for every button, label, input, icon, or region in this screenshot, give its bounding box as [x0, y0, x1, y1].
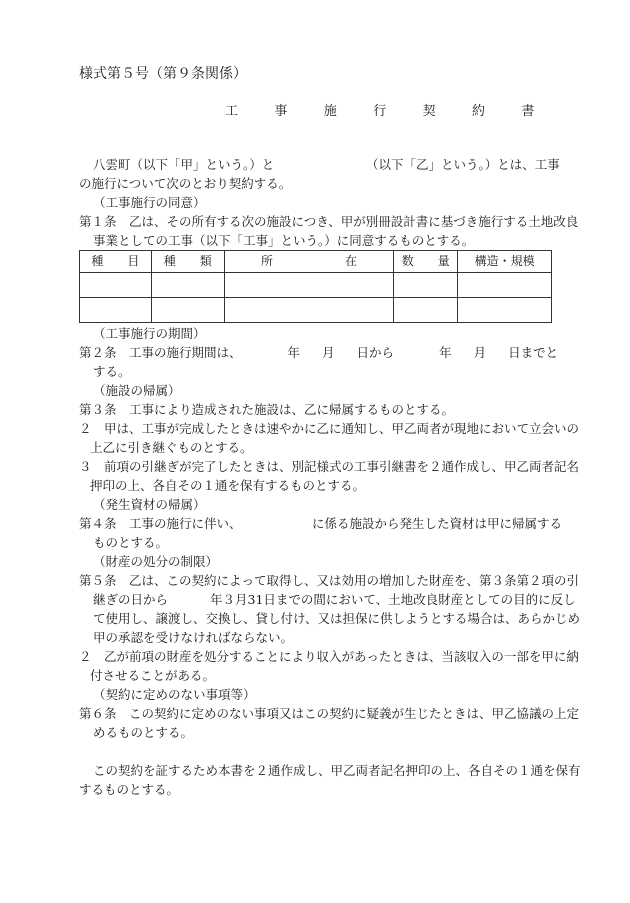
closing-line-2: するものとする。 — [79, 782, 180, 797]
table-cell[interactable] — [80, 298, 152, 323]
article-6-line-1: 第６条 この契約に定めのない事項又はこの契約に疑義が生じたときは、甲乙協議の上定 — [79, 706, 580, 721]
column-header-type: 種 類 — [151, 251, 224, 273]
period-end-month-label: 月 — [473, 345, 487, 360]
closing-line-1: この契約を証するため本書を２通作成し、甲乙両者記名押印の上、各自その１通を保有 — [93, 763, 581, 778]
table-row — [80, 298, 552, 323]
table-cell[interactable] — [224, 273, 394, 298]
article-6-heading: （契約に定めのない事項等） — [93, 687, 256, 702]
article-1-line-2: 事業としての工事（以下「工事」という。）に同意するものとする。 — [93, 233, 475, 248]
article-2-line-2: する。 — [93, 364, 131, 379]
period-start-day-label: 日から — [356, 345, 395, 360]
document-title: 工 事 施 行 契 約 書 — [225, 104, 547, 119]
preamble-line-1b: （以下「乙」という。）とは、工事 — [366, 157, 560, 172]
column-header-location: 所 在 — [224, 251, 394, 273]
preamble-line-2: の施行について次のとおり契約する。 — [79, 176, 292, 191]
article-3-line-1: 第３条 工事により造成された施設は、乙に帰属するものとする。 — [79, 402, 455, 417]
article-5-line-2b: 年３月31日までの間において、土地改良財産としての目的に反し — [210, 592, 576, 607]
period-end-year-label: 年 — [439, 345, 452, 360]
table-cell[interactable] — [224, 298, 394, 323]
table-cell[interactable] — [394, 273, 458, 298]
column-header-quantity: 数 量 — [394, 251, 458, 273]
article-5-heading: （財産の処分の制限） — [93, 554, 219, 569]
period-start-month-label: 月 — [322, 345, 335, 360]
article-1-line-1: 第１条 乙は、その所有する次の施設につき、甲が別冊設計書に基づき施行する土地改良 — [79, 214, 579, 229]
article-2-heading: （工事施行の期間） — [93, 326, 206, 341]
article-5-line-3: て使用し、譲渡し、交換し、貸し付け、又は担保に供しようとする場合は、あらかじめ — [93, 611, 581, 626]
article-3-para-2-line-2: 上乙に引き継ぐものとする。 — [90, 440, 253, 455]
period-end-day-label: 日までと — [508, 345, 559, 360]
article-2-line-1 — [79, 344, 558, 362]
table-cell[interactable] — [458, 273, 552, 298]
article-2-period-lead: 第２条 工事の施行期間は、 — [79, 345, 242, 360]
period-start-year-label: 年 — [287, 345, 301, 360]
table-cell[interactable] — [151, 298, 224, 323]
article-3-para-2-line-1: ２ 甲は、工事が完成したときは速やかに乙に通知し、甲乙両者が現地において立会いの — [79, 421, 580, 436]
article-5-line-4: 甲の承認を受けなければならない。 — [93, 630, 294, 645]
article-1-heading: （工事施行の同意） — [93, 195, 206, 210]
article-4-line-2: ものとする。 — [93, 535, 169, 550]
article-3-para-3-line-1: ３ 前項の引継ぎが完了したときは、別記様式の工事引継書を２通作成し、甲乙両者記名 — [79, 459, 580, 474]
table-row — [80, 273, 552, 298]
article-4-line-1b: に係る施設から発生した資材は甲に帰属する — [312, 516, 563, 531]
table-cell[interactable] — [80, 273, 152, 298]
article-4-heading: （発生資材の帰属） — [93, 497, 206, 512]
table-cell[interactable] — [458, 298, 552, 323]
preamble-line-1a: 八雲町（以下「甲」という。）と — [93, 157, 275, 172]
column-header-structure-scale: 構造・規模 — [458, 251, 552, 273]
facility-table-header-row — [80, 251, 552, 273]
article-5-line-2a: 継ぎの日から — [93, 592, 169, 607]
form-label: 様式第５号（第９条関係） — [79, 66, 247, 82]
article-6-line-2: めるものとする。 — [93, 725, 194, 740]
column-header-category: 種 目 — [80, 251, 152, 273]
article-3-heading: （施設の帰属） — [93, 383, 181, 398]
article-3-para-3-line-2: 押印の上、各自その１通を保有するものとする。 — [90, 478, 366, 493]
facility-table — [79, 250, 552, 323]
article-4-line-1a: 第４条 工事の施行に伴い、 — [79, 516, 242, 531]
article-5-para-2-line-2: 付させることがある。 — [90, 668, 216, 683]
article-5-para-2-line-1: ２ 乙が前項の財産を処分することにより収入があったときは、当該収入の一部を甲に納 — [79, 649, 579, 664]
table-cell[interactable] — [394, 298, 458, 323]
table-cell[interactable] — [151, 273, 224, 298]
article-5-line-1: 第５条 乙は、この契約によって取得し、又は効用の増加した財産を、第３条第２項の引 — [79, 573, 580, 588]
